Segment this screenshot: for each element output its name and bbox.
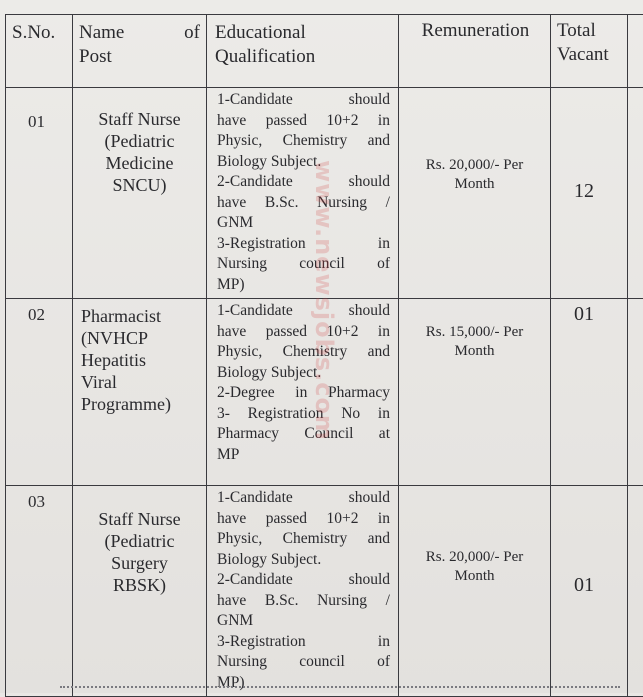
- post-line: (NVHCP: [81, 327, 200, 349]
- cell-extra: [628, 299, 643, 486]
- remuneration-line: Rs. 20,000/- Per: [405, 548, 544, 567]
- row-sno: 01: [6, 88, 72, 132]
- post-line: Staff Nurse: [81, 108, 198, 130]
- table-header-row: [6, 15, 643, 88]
- qualification-line: 1-Candidate should: [217, 90, 390, 111]
- remuneration-line: Month: [405, 175, 544, 194]
- header-edu-line1: Educational: [215, 21, 392, 45]
- remuneration-text: [399, 486, 550, 586]
- post-line: SNCU): [81, 174, 198, 196]
- cell-post: [73, 88, 207, 299]
- cell-remuneration: [399, 88, 551, 299]
- watermark: www.newsjobs.com: [310, 160, 338, 441]
- qualification-line: MP: [217, 445, 390, 466]
- header-sno: S.No.: [6, 15, 73, 88]
- header-extra-column: [628, 15, 643, 88]
- qualification-line: Nursing council of: [217, 652, 390, 673]
- post-line: Staff Nurse: [81, 508, 198, 530]
- qualification-line: have B.Sc. Nursing /: [217, 591, 390, 612]
- qualification-line: Physic, Chemistry and: [217, 131, 390, 152]
- cell-post: [73, 486, 207, 697]
- qualification-text: [207, 486, 398, 693]
- post-line: Medicine: [81, 152, 198, 174]
- cell-vacant: [551, 486, 628, 697]
- qualification-line: 2-Candidate should: [217, 172, 390, 193]
- qualification-line: GNM: [217, 611, 390, 632]
- cell-extra: [628, 88, 643, 299]
- cell-qualification: [207, 486, 399, 697]
- post-name: [73, 88, 206, 196]
- qualification-line: Biology Subject.: [217, 152, 390, 173]
- header-educational-qualification: [207, 15, 399, 88]
- qualification-line: 1-Candidate should: [217, 488, 390, 509]
- cell-sno: [6, 299, 73, 486]
- cell-remuneration: [399, 299, 551, 486]
- header-post-word: Post: [79, 45, 200, 69]
- qualification-line: have passed 10+2 in: [217, 111, 390, 132]
- post-line: Programme): [81, 393, 200, 415]
- post-name: [73, 299, 206, 415]
- cell-sno: [6, 88, 73, 299]
- cell-qualification: [207, 299, 399, 486]
- post-line: Surgery: [81, 552, 198, 574]
- header-name-word: Name: [79, 21, 124, 45]
- cell-qualification: [207, 88, 399, 299]
- cell-sno: [6, 486, 73, 697]
- qualification-line: 3-Registration in: [217, 234, 390, 255]
- cell-vacant: [551, 88, 628, 299]
- qualification-line: Biology Subject.: [217, 550, 390, 571]
- qualification-line: 3-Registration in: [217, 632, 390, 653]
- header-of-word: of: [184, 21, 200, 45]
- post-line: Pharmacist: [81, 305, 200, 327]
- qualification-line: have passed 10+2 in: [217, 509, 390, 530]
- vacant-count: 12: [551, 88, 627, 203]
- table-row: [6, 486, 643, 697]
- qualification-text: [207, 88, 398, 295]
- cell-vacant: [551, 299, 628, 486]
- qualification-line: Biology Subject.: [217, 363, 390, 384]
- qualification-line: 2-Degree in Pharmacy: [217, 383, 390, 404]
- header-total-line1: Total: [557, 19, 623, 43]
- qualification-line: Pharmacy Council at: [217, 424, 390, 445]
- remuneration-text: [399, 88, 550, 194]
- remuneration-line: Month: [405, 567, 544, 586]
- remuneration-line: Month: [405, 342, 544, 361]
- post-line: (Pediatric: [81, 130, 198, 152]
- qualification-line: have B.Sc. Nursing /: [217, 193, 390, 214]
- vacant-count: 01: [551, 299, 627, 326]
- row-sno: 02: [6, 299, 72, 325]
- post-line: Viral: [81, 371, 200, 393]
- qualification-line: Physic, Chemistry and: [217, 529, 390, 550]
- post-line: RBSK): [81, 574, 198, 596]
- header-remuneration: Remuneration: [399, 15, 551, 88]
- vacant-count: 01: [551, 486, 627, 597]
- qualification-line: MP): [217, 275, 390, 296]
- qualification-line: Nursing council of: [217, 254, 390, 275]
- qualification-line: 2-Candidate should: [217, 570, 390, 591]
- post-line: (Pediatric: [81, 530, 198, 552]
- header-total-line2: Vacant: [557, 43, 623, 67]
- qualification-line: 1-Candidate should: [217, 301, 390, 322]
- header-name-of-post: [73, 15, 207, 88]
- row-sno: 03: [6, 486, 72, 512]
- cell-post: [73, 299, 207, 486]
- header-total-vacant: [551, 15, 628, 88]
- qualification-line: GNM: [217, 213, 390, 234]
- qualification-line: have passed 10+2 in: [217, 322, 390, 343]
- qualification-line: MP): [217, 673, 390, 694]
- remuneration-text: [399, 299, 550, 361]
- cell-extra: [628, 486, 643, 697]
- post-name: [73, 486, 206, 596]
- header-edu-line2: Qualification: [215, 45, 392, 69]
- remuneration-line: Rs. 15,000/- Per: [405, 323, 544, 342]
- qualification-line: Physic, Chemistry and: [217, 342, 390, 363]
- qualification-line: 3- Registration No in: [217, 404, 390, 425]
- post-line: Hepatitis: [81, 349, 200, 371]
- qualification-text: [207, 299, 398, 465]
- remuneration-line: Rs. 20,000/- Per: [405, 156, 544, 175]
- cell-remuneration: [399, 486, 551, 697]
